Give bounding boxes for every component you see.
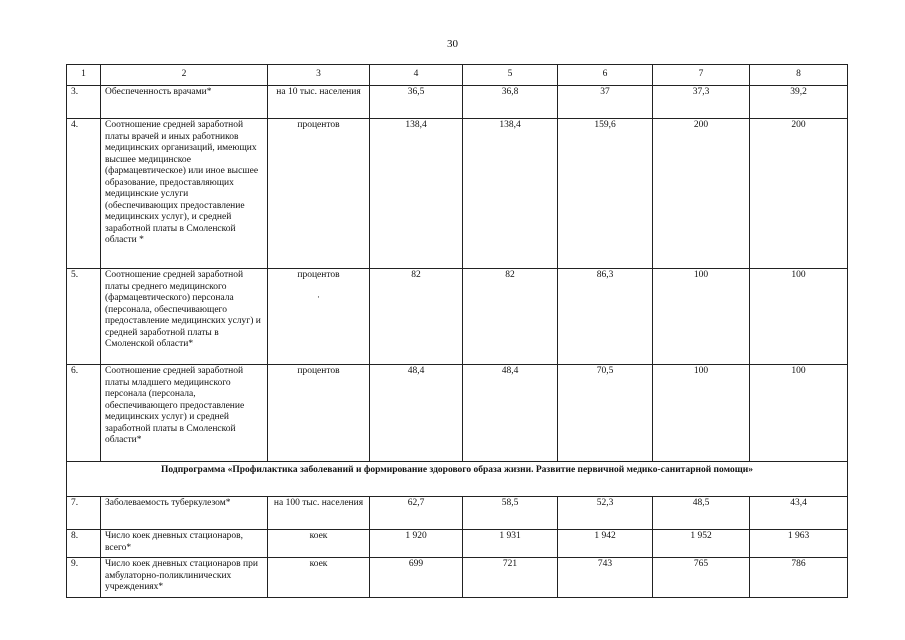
- unit-cell: процентов: [268, 365, 370, 462]
- page-number: 30: [447, 38, 458, 50]
- value-cell: 36,5: [370, 86, 463, 119]
- row-number: 3.: [67, 86, 101, 119]
- value-cell: 52,3: [558, 497, 653, 530]
- value-cell: 100: [750, 269, 848, 365]
- table-row: [67, 269, 848, 365]
- value-cell: 1 942: [558, 530, 653, 558]
- table-row: [67, 365, 848, 462]
- value-cell: 1 931: [463, 530, 558, 558]
- column-header: 5: [463, 65, 558, 86]
- value-cell: 36,8: [463, 86, 558, 119]
- value-cell: 70,5: [558, 365, 653, 462]
- subprogram-row: [67, 462, 848, 497]
- table-row: [67, 497, 848, 530]
- column-header: 6: [558, 65, 653, 86]
- value-cell: 200: [653, 119, 750, 269]
- subprogram-title: Подпрограмма «Профилактика заболеваний и формирование здорового образа жизни. Развитие первичной медико-санитарной помощи»: [67, 462, 848, 497]
- column-header: 4: [370, 65, 463, 86]
- indicator-name: Обеспеченность врачами*: [101, 86, 268, 119]
- table-row: [67, 530, 848, 558]
- stray-mark: ·: [317, 291, 320, 302]
- indicator-name: Соотношение средней заработной платы среднего медицинского (фармацевтического) персонала (персонала, обеспечивающего предоставление медицинских услуг) и средней заработной платы в Смоленской области*: [101, 269, 268, 365]
- indicator-name: Заболеваемость туберкулезом*: [101, 497, 268, 530]
- column-number-row: [67, 65, 848, 86]
- value-cell: 39,2: [750, 86, 848, 119]
- indicators-table: [66, 64, 848, 598]
- value-cell: 82: [370, 269, 463, 365]
- row-number: 7.: [67, 497, 101, 530]
- value-cell: 58,5: [463, 497, 558, 530]
- value-cell: 1 920: [370, 530, 463, 558]
- value-cell: 86,3: [558, 269, 653, 365]
- table-row: [67, 86, 848, 119]
- row-number: 9.: [67, 558, 101, 598]
- row-number: 4.: [67, 119, 101, 269]
- column-header: 7: [653, 65, 750, 86]
- table-row: [67, 119, 848, 269]
- value-cell: 37: [558, 86, 653, 119]
- unit-cell: [268, 269, 370, 365]
- value-cell: 699: [370, 558, 463, 598]
- value-cell: 43,4: [750, 497, 848, 530]
- value-cell: 100: [653, 365, 750, 462]
- value-cell: 138,4: [370, 119, 463, 269]
- value-cell: 200: [750, 119, 848, 269]
- row-number: 5.: [67, 269, 101, 365]
- indicator-name: Соотношение средней заработной платы младшего медицинского персонала (персонала, обеспечивающего предоставление медицинских услуг) и средней заработной платы в Смоленской области*: [101, 365, 268, 462]
- value-cell: 100: [750, 365, 848, 462]
- column-header: 2: [101, 65, 268, 86]
- value-cell: 82: [463, 269, 558, 365]
- column-header: 8: [750, 65, 848, 86]
- column-header: 1: [67, 65, 101, 86]
- value-cell: 138,4: [463, 119, 558, 269]
- value-cell: 1 963: [750, 530, 848, 558]
- row-number: 8.: [67, 530, 101, 558]
- row-number: 6.: [67, 365, 101, 462]
- unit-cell: коек: [268, 530, 370, 558]
- value-cell: 48,4: [463, 365, 558, 462]
- value-cell: 37,3: [653, 86, 750, 119]
- unit-cell: процентов: [268, 119, 370, 269]
- value-cell: 743: [558, 558, 653, 598]
- indicator-name: Число коек дневных стационаров, всего*: [101, 530, 268, 558]
- value-cell: 48,4: [370, 365, 463, 462]
- value-cell: 159,6: [558, 119, 653, 269]
- column-header: 3: [268, 65, 370, 86]
- unit-cell: коек: [268, 558, 370, 598]
- unit-text: процентов: [297, 270, 340, 280]
- indicator-name: Соотношение средней заработной платы врачей и иных работников медицинских организаций, имеющих высшее медицинское (фармацевтическое) или иное высшее образование, предоставляющих медицинские услуги (обеспечивающих предоставление медицинских услуг), и средней заработной платы в Смоленской области *: [101, 119, 268, 269]
- value-cell: 721: [463, 558, 558, 598]
- unit-cell: на 100 тыс. населения: [268, 497, 370, 530]
- value-cell: 765: [653, 558, 750, 598]
- unit-cell: на 10 тыс. населения: [268, 86, 370, 119]
- value-cell: 1 952: [653, 530, 750, 558]
- table-row: [67, 558, 848, 598]
- value-cell: 48,5: [653, 497, 750, 530]
- indicator-name: Число коек дневных стационаров при амбулаторно-поликлинических учреждениях*: [101, 558, 268, 598]
- value-cell: 100: [653, 269, 750, 365]
- value-cell: 62,7: [370, 497, 463, 530]
- value-cell: 786: [750, 558, 848, 598]
